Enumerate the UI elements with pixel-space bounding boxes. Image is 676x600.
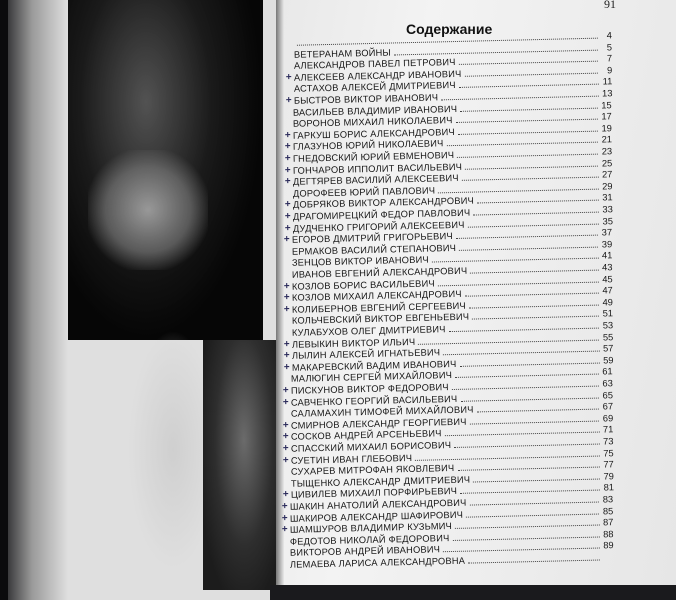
- toc-entry-name: ШАКИРОВ АЛЕКСАНДР ШАФИРОВИЧ: [290, 509, 464, 524]
- toc-entry-mark: +: [284, 199, 291, 211]
- toc-entry-page: 11: [602, 76, 613, 87]
- toc-entry-name: АСТАХОВ АЛЕКСЕЙ ДМИТРИЕВИЧ: [293, 80, 456, 95]
- toc-entry-name: ЕРМАКОВ ВАСИЛИЙ СТЕПАНОВИЧ: [292, 242, 457, 257]
- toc-entry-mark: +: [284, 164, 291, 176]
- toc-entry-name: ДЕГТЯРЕВ ВАСИЛИЙ АЛЕКСЕЕВИЧ: [292, 173, 459, 187]
- contents-heading: Содержание: [406, 21, 493, 37]
- toc-entry-page: 43: [602, 262, 613, 273]
- toc-entry-name: ЕГОРОВ ДМИТРИЙ ГРИГОРЬЕВИЧ: [292, 231, 454, 245]
- toc-entry-mark: +: [282, 524, 289, 536]
- toc-entry-name: БЫСТРОВ ВИКТОР ИВАНОВИЧ: [293, 92, 438, 106]
- toc-entry-name: ДУДЧЕНКО ГРИГОРИЙ АЛЕКСЕЕВИЧ: [292, 219, 465, 234]
- toc-entry-mark: +: [284, 152, 291, 164]
- toc-entry-page: 63: [602, 378, 614, 389]
- toc-entry-page: 89: [603, 540, 614, 551]
- toc-entry-mark: +: [284, 141, 292, 153]
- toc-entry-name: ШАКИН АНАТОЛИЙ АЛЕКСАНДРОВИЧ: [290, 497, 467, 512]
- toc-entry-page: 37: [602, 227, 613, 238]
- toc-entry-page: 25: [601, 157, 613, 169]
- toc-entry-name: ДРАГОМИРЕЦКИЙ ФЕДОР ПАВЛОВИЧ: [292, 207, 471, 222]
- toc-entry-name: СМИРНОВ АЛЕКСАНДР ГЕОРГИЕВИЧ: [290, 416, 467, 431]
- toc-entry-mark: +: [282, 431, 289, 443]
- toc-entry-page: 59: [602, 355, 614, 366]
- toc-entry-name: КОЛИБЕРНОВ ЕВГЕНИЙ СЕРГЕЕВИЧ: [291, 300, 466, 315]
- toc-entry-page: 13: [601, 88, 613, 99]
- toc-entry-name: ЛЫЛИН АЛЕКСЕЙ ИГНАТЬЕВИЧ: [291, 347, 440, 361]
- table-surface: [270, 585, 676, 600]
- toc-entry-page: 29: [601, 181, 613, 192]
- toc-entry-name: САЛАМАХИН ТИМОФЕЙ МИХАЙЛОВИЧ: [290, 404, 474, 419]
- toc-entry-page: 83: [603, 494, 614, 505]
- toc-entry-name: ВЕТЕРАНАМ ВОЙНЫ: [293, 47, 391, 60]
- toc-entry-name: КОЗЛОВ МИХАИЛ АЛЕКСАНДРОВИЧ: [291, 289, 462, 303]
- toc-entry-page: 47: [602, 285, 613, 296]
- toc-entry-page: 15: [601, 99, 613, 111]
- toc-entry-page: 9: [606, 65, 613, 76]
- toc-leader-dots: [468, 559, 600, 564]
- toc-entry-mark: +: [282, 419, 289, 431]
- toc-entry-name: ГАРКУШ БОРИС АЛЕКСАНДРОВИЧ: [293, 126, 456, 141]
- toc-entry-name: ШАМШУРОВ ВЛАДИМИР КУЗЬМИЧ: [290, 521, 453, 535]
- toc-entry-mark: +: [284, 210, 291, 222]
- toc-entry-mark: +: [283, 350, 290, 362]
- toc-entry-mark: +: [284, 222, 291, 234]
- toc-entry-mark: +: [282, 442, 289, 454]
- toc-entry-mark: +: [283, 303, 290, 315]
- toc-entry-name: АЛЕКСЕЕВ АЛЕКСАНДР ИВАНОВИЧ: [293, 68, 462, 83]
- toc-entry-name: ТЫЩЕНКО АЛЕКСАНДР ДМИТРИЕВИЧ: [290, 474, 470, 489]
- toc-entry-page: 21: [601, 134, 613, 145]
- toc-entry-name: ВОРОНОВ МИХАИЛ НИКОЛАЕВИЧ: [293, 115, 454, 129]
- toc-entry-page: 49: [602, 297, 613, 308]
- toc-entry-page: 53: [602, 320, 614, 331]
- toc-entry-page: 69: [602, 413, 614, 424]
- toc-entry-page: 73: [602, 436, 614, 447]
- toc-entry-page: 88: [603, 528, 614, 540]
- toc-entry-page: 33: [601, 204, 613, 215]
- toc-entry-name: ГНЕДОВСКИЙ ЮРИЙ ЕВМЕНОВИЧ: [292, 150, 455, 164]
- toc-entry-mark: +: [285, 129, 292, 141]
- toc-entry-name: СПАССКИЙ МИХАИЛ БОРИСОВИЧ: [290, 440, 452, 454]
- toc-entry-name: ЦИВИЛЕВ МИХАИЛ ПОРФИРЬЕВИЧ: [290, 486, 457, 501]
- toc-entry-name: ЛЕМАЕВА ЛАРИСА АЛЕКСАНДРОВНА: [289, 555, 466, 570]
- toc-entry-name: ЛЕВЫКИН ВИКТОР ИЛЬИЧ: [291, 336, 416, 350]
- toc-entry-name: ПИСКУНОВ ВИКТОР ФЕДОРОВИЧ: [291, 382, 450, 396]
- toc-entry-mark: +: [282, 396, 290, 408]
- toc-entry-name: СУЕТИН ИВАН ГЛЕБОВИЧ: [290, 452, 413, 466]
- toc-entry-name: МАЛЮГИН СЕРГЕЙ МИХАЙЛОВИЧ: [291, 370, 453, 385]
- toc-entry-name: САВЧЕНКО ГЕОРГИЙ ВАСИЛЬЕВИЧ: [290, 393, 458, 408]
- toc-entry-page: 75: [602, 447, 614, 459]
- toc-entry-page: 85: [603, 505, 614, 517]
- toc-entry-name: КУЛАБУХОВ ОЛЕГ ДМИТРИЕВИЧ: [291, 324, 446, 338]
- toc-entry-page: 17: [601, 111, 613, 122]
- toc-entry-name: СОСКОВ АНДРЕЙ АРСЕНЬЕВИЧ: [290, 428, 442, 443]
- toc-entry-mark: +: [284, 176, 291, 188]
- toc-entry-page: 19: [601, 123, 613, 134]
- toc-entry-name: ИВАНОВ ЕВГЕНИЙ АЛЕКСАНДРОВИЧ: [291, 265, 468, 280]
- toc-entry-page: 7: [606, 53, 612, 64]
- toc-entry-mark: +: [283, 361, 290, 373]
- toc-entry-page: 51: [602, 308, 613, 319]
- toc-entry-name: ГЛАЗУНОВ ЮРИЙ НИКОЛАЕВИЧ: [292, 138, 444, 153]
- toc-entry-mark: +: [282, 500, 289, 512]
- toc-entry-mark: +: [285, 71, 292, 83]
- toc-entry-page: 5: [606, 41, 612, 53]
- toc-entry-mark: +: [283, 338, 290, 350]
- toc-entry-page: 41: [602, 250, 613, 261]
- toc-entry-mark: +: [282, 512, 289, 524]
- toc-entry-page: 71: [602, 424, 614, 435]
- toc-entry-name: ГОНЧАРОВ ИППОЛИТ ВАСИЛЬЕВИЧ: [292, 161, 463, 176]
- toc-entry-page: 57: [602, 343, 614, 354]
- toc-entry-name: КОЛЬЧЕВСКИЙ ВИКТОР ЕВГЕНЬЕВИЧ: [291, 312, 470, 327]
- toc-entry-name: СУХАРЕВ МИТРОФАН ЯКОВЛЕВИЧ: [290, 463, 455, 477]
- toc-entry-page: 87: [603, 517, 614, 528]
- toc-entry-page: 31: [601, 192, 613, 203]
- toc-entry-page: 67: [602, 401, 614, 412]
- toc-entry-name: ДОБРЯКОВ ВИКТОР АЛЕКСАНДРОВИЧ: [292, 195, 474, 211]
- page-number: 91: [604, 0, 616, 11]
- toc-entry-name: МАКАРЕВСКИЙ ВАДИМ ИВАНОВИЧ: [291, 358, 457, 373]
- toc-entry-page: 27: [601, 169, 613, 180]
- toc-entry-page: 4: [606, 30, 612, 41]
- toc-entry-page: 61: [602, 366, 614, 377]
- toc-entry-page: 77: [602, 459, 614, 470]
- toc-entry-mark: +: [282, 489, 289, 501]
- toc-entry-page: 65: [602, 389, 614, 401]
- toc-entry-mark: +: [283, 292, 290, 304]
- toc-entry-mark: +: [284, 234, 291, 246]
- toc-entry-page: 35: [602, 215, 613, 227]
- toc-entry-page: 45: [602, 273, 613, 285]
- toc-entry-page: 55: [602, 331, 614, 343]
- toc-entry-name: ЗЕНЦОВ ВИКТОР ИВАНОВИЧ: [292, 254, 430, 269]
- toc-entry-name: АЛЕКСАНДРОВ ПАВЕЛ ПЕТРОВИЧ: [293, 57, 456, 71]
- toc-entry-mark: +: [282, 454, 289, 466]
- toc-entry-page: 79: [603, 470, 614, 482]
- toc-entry-mark: +: [283, 280, 290, 292]
- toc-entry-mark: +: [285, 94, 292, 106]
- toc-entry-page: 39: [602, 239, 613, 250]
- toc-entry-page: 23: [601, 146, 613, 157]
- toc-entry-page: 81: [603, 482, 614, 493]
- toc-entry-mark: +: [283, 384, 290, 396]
- toc-entry-name: ФЕДОТОВ НИКОЛАЙ ФЕДОРОВИЧ: [289, 532, 450, 547]
- toc-entry-name: ВАСИЛЬЕВ ВЛАДИМИР ИВАНОВИЧ: [293, 103, 458, 118]
- toc-entry-name: ВИКТОРОВ АНДРЕЙ ИВАНОВИЧ: [289, 544, 441, 559]
- toc-entry-name: ДОРОФЕЕВ ЮРИЙ ПАВЛОВИЧ: [292, 185, 436, 199]
- toc-entry-name: КОЗЛОВ БОРИС ВАСИЛЬЕВИЧ: [291, 278, 436, 292]
